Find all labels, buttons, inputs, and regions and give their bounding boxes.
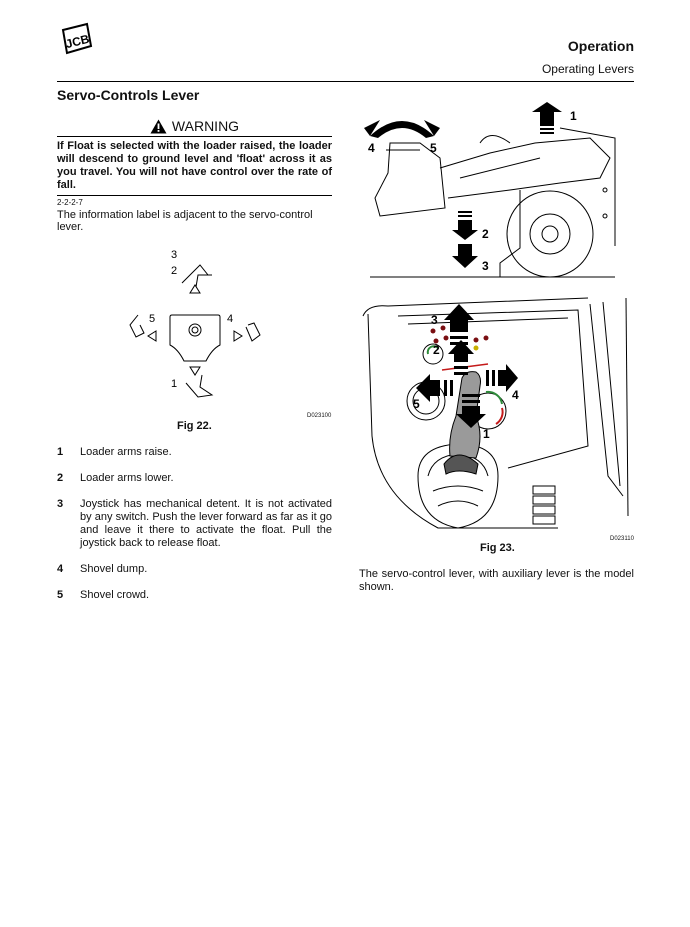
- fig22-label-4: 4: [227, 313, 234, 325]
- loader-label-2: 2: [482, 227, 489, 241]
- fig22-caption: Fig 22.: [177, 420, 212, 432]
- info-text: The information label is adjacent to the servo-control lever.: [57, 209, 313, 233]
- fig23-caption: Fig 23.: [480, 542, 515, 554]
- fig23-code: D023110: [610, 536, 634, 542]
- fig23-label-2: 2: [433, 343, 440, 357]
- warning-icon: [150, 119, 167, 134]
- fig23-label-4: 4: [512, 388, 519, 402]
- item-number: 2: [57, 472, 64, 484]
- warning-text: If Float is selected with the loader raised, the loader will descend to ground level and 'float' across it as you travel. You will not have control over the rate of fall.: [57, 137, 332, 196]
- fig22-label-2: 2: [171, 265, 178, 277]
- item-text: Joystick has mechanical detent. It is not activated by any switch. Push the lever forward as far as it go and leave it there to activate the float. Pull the joystick back to release float.: [80, 498, 332, 549]
- loader-label-1: 1: [570, 109, 577, 123]
- fig22-code: D023100: [307, 413, 332, 419]
- warning-heading: [57, 118, 332, 137]
- model-description: The servo-control lever, with auxiliary lever is the model shown.: [359, 568, 634, 593]
- item-text: Loader arms lower.: [80, 472, 174, 484]
- fig22-label-1: 1: [171, 378, 178, 390]
- warning-label: WARNING: [171, 118, 240, 134]
- subsection-title: Operating Levers: [541, 62, 634, 76]
- list-item: [57, 498, 332, 550]
- section-title: Operation: [567, 38, 634, 54]
- item-text: Shovel dump.: [80, 563, 148, 575]
- item-number: 3: [57, 498, 64, 510]
- fig22-label-5: 5: [149, 313, 156, 325]
- item-text: Loader arms raise.: [80, 446, 172, 458]
- jcb-logo: [57, 22, 93, 56]
- warning-code: 2-2-2-7: [57, 198, 83, 207]
- item-text: Shovel crowd.: [80, 589, 150, 601]
- fig22-label-3: 3: [171, 249, 178, 261]
- loader-arms-illustration: [360, 98, 635, 280]
- fig22-diagram: [120, 245, 280, 410]
- item-number: 1: [57, 446, 64, 458]
- fig23-label-5: 5: [413, 397, 420, 411]
- item-list: [57, 446, 332, 615]
- fig23-label-1: 1: [483, 427, 490, 441]
- list-item: [57, 563, 332, 576]
- loader-label-5: 5: [430, 141, 437, 155]
- fig23-label-3: 3: [431, 313, 438, 327]
- loader-label-3: 3: [482, 259, 489, 273]
- item-number: 4: [57, 563, 64, 575]
- header-rule: [57, 81, 634, 82]
- loader-label-4: 4: [368, 141, 375, 155]
- item-number: 5: [57, 589, 64, 601]
- list-item: [57, 472, 332, 485]
- page-title: Servo-Controls Lever: [57, 87, 200, 103]
- warning-box: [57, 118, 332, 207]
- svg-text:JCB: JCB: [64, 31, 91, 52]
- list-item: [57, 446, 332, 459]
- fig23-joystick-illustration: [358, 296, 636, 534]
- list-item: [57, 589, 332, 602]
